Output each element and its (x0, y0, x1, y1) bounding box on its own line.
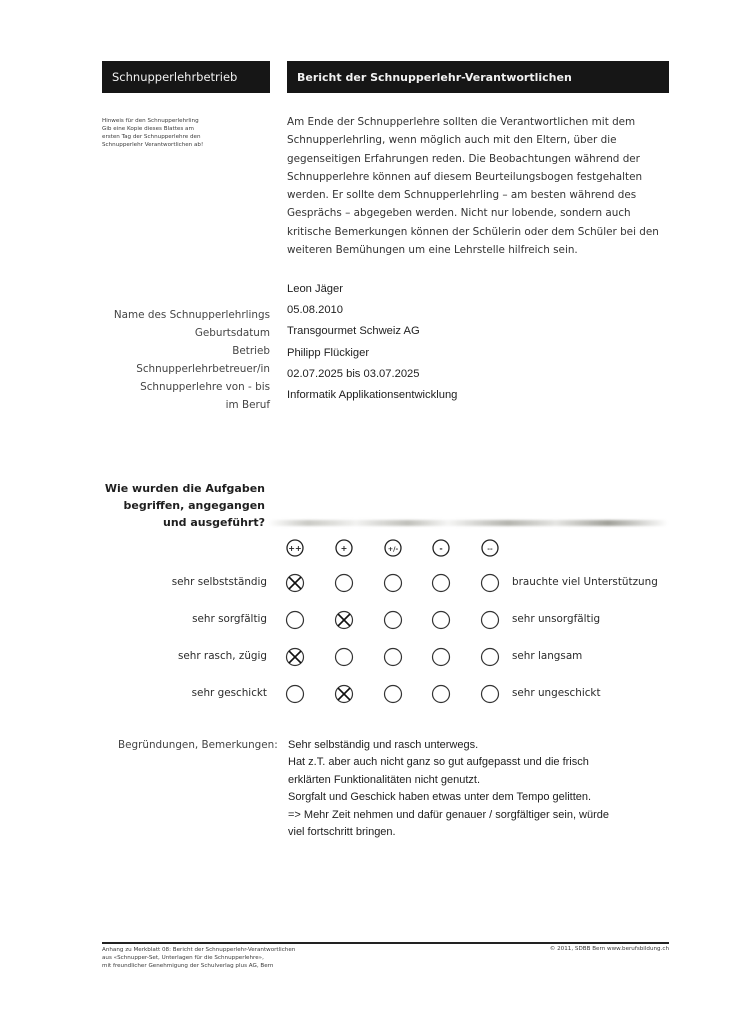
remarks-line: erklärten Funktionalitäten nicht genutzt. (288, 773, 481, 786)
scale-plus-icon (334, 538, 354, 558)
rating-label-negative: brauchte viel Unterstützung (512, 576, 658, 588)
rating-option-checked[interactable] (334, 610, 354, 630)
hint-line: Gib eine Kopie dieses Blattes am (102, 126, 194, 132)
rating-option[interactable] (480, 647, 500, 667)
hint-line: Hinweis für den Schnupperlehrling (102, 118, 199, 124)
label-company: Betrieb (232, 345, 270, 357)
scale-minusminus-icon (480, 538, 500, 558)
rating-option[interactable] (334, 573, 354, 593)
rating-option[interactable] (383, 684, 403, 704)
remarks-text[interactable] (288, 737, 648, 841)
rating-option[interactable] (480, 684, 500, 704)
remarks-line: viel fortschritt bringen. (288, 826, 396, 839)
rating-label-positive: sehr selbstständig (171, 576, 267, 588)
rating-option-checked[interactable] (334, 684, 354, 704)
footer-divider (102, 942, 669, 944)
remarks-line: Sorgfalt und Geschick haben etwas unter dem Tempo gelitten. (288, 791, 592, 804)
rating-option[interactable] (285, 684, 305, 704)
rating-option[interactable] (431, 647, 451, 667)
rating-label-negative: sehr unsorgfältig (512, 613, 601, 625)
hint-line: ersten Tag der Schnupperlehre den (102, 134, 201, 140)
rating-label-negative: sehr ungeschickt (512, 687, 601, 699)
scale-minus-icon (431, 538, 451, 558)
intro-paragraph: Am Ende der Schnupperlehre sollten die Verantwortlichen mit dem Schnupperlehrling, wenn möglich auch mit den Eltern, über die gegenseitigen Erfahrungen reden. Die Beobachtungen während der Schnupperlehre können auf diesem Beurteilungsbogen festgehalten werden. Er sollte dem Schnupperlehrling – am besten während des Gesprächs – abgegeben werden. Nicht nur lobende, sondern auch kritische Bemerkungen können der Schülerin oder dem Schüler bei den weiteren Bemühungen um eine Lehrstelle hilfreich sein. (287, 116, 659, 257)
remarks-line: Hat z.T. aber auch nicht ganz so gut aufgepasst und die frisch (288, 756, 589, 769)
rating-option[interactable] (334, 647, 354, 667)
rating-option[interactable] (383, 573, 403, 593)
hint-note (102, 117, 277, 149)
footer-line: aus «Schnupper-Set, Unterlagen für die Schnupperlehre», (102, 955, 264, 962)
footer-copyright: © 2011, SDBB Bern www.berufsbildung.ch (549, 946, 669, 952)
question-line: Wie wurden die Aufgaben (104, 482, 265, 495)
rating-label-positive: sehr sorgfältig (192, 613, 267, 625)
rating-option[interactable] (431, 684, 451, 704)
rating-option-checked[interactable] (285, 647, 305, 667)
label-name: Name des Schnupperlehrlings (113, 309, 270, 321)
value-period[interactable]: 02.07.2025 bis 03.07.2025 (287, 367, 420, 380)
value-supervisor[interactable]: Philipp Flückiger (287, 346, 370, 359)
rating-label-positive: sehr geschickt (191, 687, 267, 699)
rating-option[interactable] (431, 573, 451, 593)
question-line: begriffen, angegangen (123, 499, 265, 512)
scale-plusplus-icon (285, 538, 305, 558)
rating-option[interactable] (431, 610, 451, 630)
rating-option[interactable] (383, 647, 403, 667)
label-supervisor: Schnupperlehrbetreuer/in (136, 363, 270, 375)
svg-text:++: ++ (288, 544, 302, 553)
scan-smudge (268, 520, 668, 526)
svg-text:-: - (439, 544, 443, 553)
label-profession: im Beruf (225, 399, 270, 411)
svg-text:+/-: +/- (387, 545, 399, 553)
value-birthdate[interactable]: 05.08.2010 (287, 304, 343, 317)
rating-label-positive: sehr rasch, zügig (177, 650, 267, 662)
field-values (287, 279, 457, 406)
footer-line: Anhang zu Merkblatt 08: Bericht der Schnupperlehr-Verantwortlichen (102, 947, 296, 953)
rating-option[interactable] (285, 610, 305, 630)
label-birthdate: Geburtsdatum (194, 327, 270, 339)
value-company[interactable]: Transgourmet Schweiz AG (287, 325, 420, 338)
field-labels (114, 306, 270, 414)
rating-option[interactable] (480, 610, 500, 630)
remarks-label: Begründungen, Bemerkungen: (118, 739, 278, 751)
section-header-company-title: Schnupperlehrbetrieb (112, 70, 238, 84)
rating-option-checked[interactable] (285, 573, 305, 593)
footer-credits (102, 946, 295, 971)
scale-neutral-icon (383, 538, 403, 558)
svg-text:+: + (340, 544, 348, 553)
question-line: und ausgeführt? (162, 516, 265, 529)
section-header-report-title: Bericht der Schnupperlehr-Verantwortlichen (297, 70, 572, 84)
hint-line: Schnupperlehr Verantwortlichen ab! (102, 142, 204, 148)
value-name[interactable]: Leon Jäger (287, 283, 343, 295)
footer-line: mit freundlicher Genehmigung der Schulverlag plus AG, Bern (102, 963, 274, 970)
section-header-company (102, 61, 270, 93)
rating-label-negative: sehr langsam (512, 650, 583, 662)
remarks-line: => Mehr Zeit nehmen und dafür genauer / sorgfältiger sein, würde (288, 808, 610, 821)
remarks-line: Sehr selbständig und rasch unterwegs. (288, 739, 479, 751)
rating-option[interactable] (383, 610, 403, 630)
section-header-report (287, 61, 669, 93)
assessment-question (105, 480, 265, 531)
rating-option[interactable] (480, 573, 500, 593)
svg-text:--: -- (487, 545, 493, 553)
value-profession[interactable]: Informatik Applikationsentwicklung (287, 389, 458, 402)
label-period: Schnupperlehre von - bis (140, 381, 270, 393)
